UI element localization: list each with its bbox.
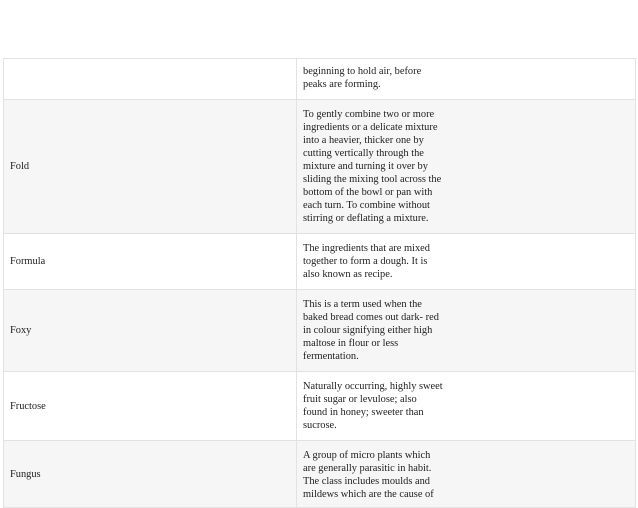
term-cell: Fructose	[4, 372, 297, 441]
definition-cell	[297, 372, 636, 441]
definition-cell	[297, 441, 636, 508]
glossary-table	[3, 58, 636, 508]
definition-text: beginning to hold air, before peaks are forming.	[303, 66, 422, 90]
term-cell: Formula	[4, 234, 297, 290]
table-row	[4, 234, 636, 290]
table-row	[4, 59, 636, 100]
definition-text: To gently combine two or more ingredients or a delicate mixture into a heavier, thicker one by cutting vertically through the mixture and turning it over by sliding the mixing tool across the bottom of the bowl or pan with each turn. To combine without stirring or deflating a mixture.	[303, 109, 442, 224]
term-cell: Fungus	[4, 441, 297, 508]
table-row	[4, 372, 636, 441]
definition-cell	[297, 234, 636, 290]
definition-cell	[297, 100, 636, 234]
definition-cell	[297, 290, 636, 372]
term-cell: Foxy	[4, 290, 297, 372]
table-row	[4, 100, 636, 234]
definition-text: The ingredients that are mixed together to form a dough. It is also known as recipe.	[303, 243, 430, 280]
definition-text: Naturally occurring, highly sweet fruit sugar or levulose; also found in honey; sweeter than sucrose.	[303, 381, 443, 431]
definition-text: A group of micro plants which are generally parasitic in habit. The class includes moulds and mildews which are the cause of	[303, 450, 434, 500]
term-cell	[4, 59, 297, 100]
term-cell: Fold	[4, 100, 297, 234]
table-row	[4, 290, 636, 372]
definition-cell	[297, 59, 636, 100]
table-row	[4, 441, 636, 508]
definition-text: This is a term used when the baked bread comes out dark- red in colour signifying either high maltose in flour or less fermentation.	[303, 299, 439, 362]
